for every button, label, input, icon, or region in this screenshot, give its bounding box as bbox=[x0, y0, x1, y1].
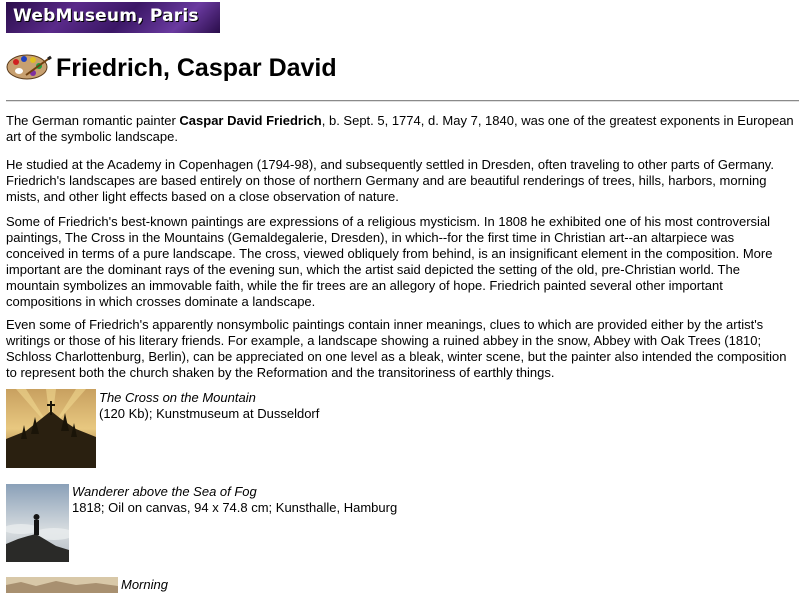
work-details: 1818; Oil on canvas, 94 x 74.8 cm; Kunsthalle, Hamburg bbox=[72, 500, 398, 515]
work-title-link[interactable]: The Cross on the Mountain bbox=[99, 390, 256, 405]
bio-paragraph: He studied at the Academy in Copenhagen (1794-98), and subsequently settled in Dresden, often traveling to other parts of Germany. Friedrich's landscapes are based entirely on those of northern Germany and are beautiful renderings of trees, hills, harbors, morning mists, and other light effects based on a close observation of nature. bbox=[6, 157, 774, 204]
bio-paragraph: Some of Friedrich's best-known paintings are expressions of a religious mysticism. In 1808 he exhibited one of his most controversial paintings, The Cross in the Mountains (Gemaldegalerie, Dresden), in which--for the first time in Christian art--an altarpiece was conceived in terms of a pure landscape. The cross, viewed obliquely from behind, is an insignificant element in the composition. More important are the dominant rays of the evening sun, which the artist said depicted the setting of the old, pre-Christian world. The mountain symbolizes an immovable faith, while the fir trees are an allegory of hope. Friedrich painted several other important compositions in which crosses dominate a landscape. bbox=[6, 214, 773, 309]
webmuseum-banner-link[interactable] bbox=[6, 2, 220, 33]
horizontal-rule bbox=[6, 100, 799, 102]
painting-thumbnail-wanderer[interactable] bbox=[6, 484, 69, 562]
work-caption bbox=[72, 484, 397, 516]
work-caption bbox=[99, 390, 319, 422]
work-details: (120 Kb); Kunstmuseum at Dusseldorf bbox=[99, 406, 320, 421]
intro-text-before: The German romantic painter bbox=[6, 113, 180, 128]
work-title-link[interactable]: Wanderer above the Sea of Fog bbox=[72, 484, 257, 499]
bio-paragraph: Even some of Friedrich's apparently nonsymbolic paintings contain inner meanings, clues to which are provided either by the artist's writings or those of his literary friends. For example, a landscape showing a ruined abbey in the snow, Abbey with Oak Trees (1810; Schloss Charlottenburg, Berlin), can be appreciated on one level as a bleak, winter scene, but the painter also intended the composition to represent both the church shaken by the Reformation and the transitoriness of earthly things. bbox=[6, 317, 787, 380]
artist-name: Caspar David Friedrich bbox=[179, 113, 322, 128]
palette-icon bbox=[6, 53, 52, 81]
work-caption bbox=[121, 577, 168, 593]
page-title: Friedrich, Caspar David bbox=[56, 54, 337, 82]
intro-text-after: , b. Sept. 5, 1774, d. May 7, 1840, was one of the greatest exponents in European art of the symbolic landscape. bbox=[6, 113, 794, 144]
banner-text: WebMuseum, Paris bbox=[13, 6, 199, 26]
intro-paragraph bbox=[6, 113, 794, 145]
work-title-link[interactable]: Morning bbox=[121, 577, 168, 592]
painting-thumbnail-morning[interactable] bbox=[6, 577, 118, 593]
painting-thumbnail-cross-on-mountain[interactable] bbox=[6, 389, 96, 468]
